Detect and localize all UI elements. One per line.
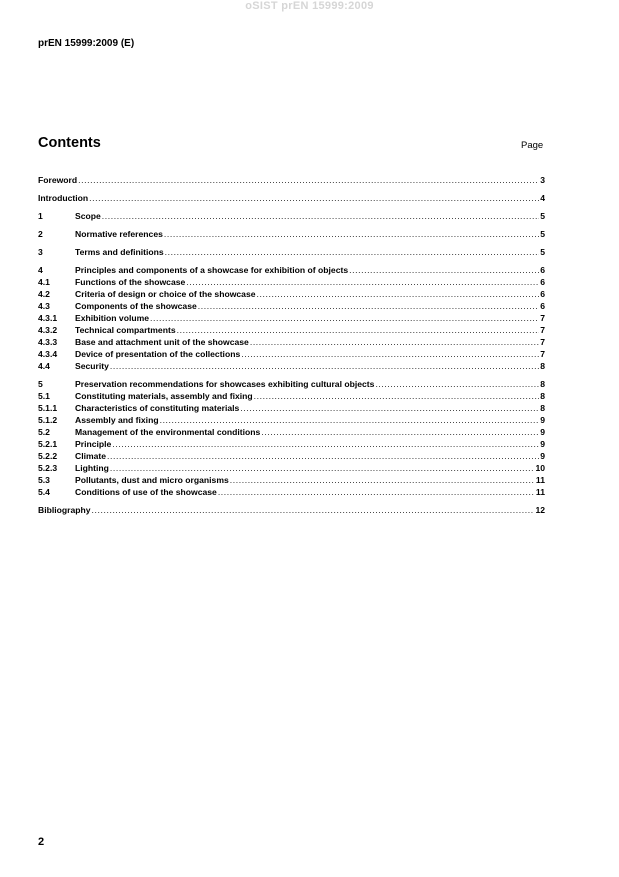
toc-entry-title: Terms and definitions: [75, 247, 164, 257]
toc-entry-number: 5.2.1: [38, 439, 58, 449]
toc-entry-page: 6: [540, 289, 545, 299]
toc-entry-number: 2: [38, 229, 43, 239]
toc-dot-leader: [250, 337, 539, 348]
toc-entry[interactable]: [38, 265, 545, 276]
toc-dot-leader: [198, 301, 539, 312]
toc-entry-page: 4: [540, 193, 545, 203]
toc-entry-title: Principles and components of a showcase for exhibition of objects: [75, 265, 349, 275]
toc-entry-title: Pollutants, dust and micro organisms: [75, 475, 229, 485]
toc-dot-leader: [257, 289, 540, 300]
toc-entry-page: 7: [540, 313, 545, 323]
toc-entry-number: 1: [38, 211, 43, 221]
toc-dot-leader: [160, 415, 540, 426]
watermark: oSIST prEN 15999:2009: [245, 0, 374, 12]
toc-dot-leader: [241, 349, 539, 360]
toc-entry-number: 3: [38, 247, 43, 257]
toc-entry-title: Preservation recommendations for showcases exhibiting cultural objects: [75, 379, 375, 389]
toc-entry-title: Device of presentation of the collections: [75, 349, 241, 359]
toc-entry-number: 5.3: [38, 475, 50, 485]
toc-entry[interactable]: [38, 175, 545, 186]
toc-entry-title: Components of the showcase: [75, 301, 197, 311]
toc-entry-page: 6: [540, 301, 545, 311]
toc-dot-leader: [218, 487, 535, 498]
toc-entry[interactable]: [38, 505, 545, 516]
toc-entry-page: 8: [540, 361, 545, 371]
toc-dot-leader: [349, 265, 539, 276]
toc-entry[interactable]: [38, 277, 545, 288]
toc-dot-leader: [102, 211, 539, 222]
toc-entry[interactable]: [38, 313, 545, 324]
toc-entry[interactable]: [38, 403, 545, 414]
toc-entry-title: Lighting: [75, 463, 109, 473]
toc-entry-number: 5.1.2: [38, 415, 58, 425]
toc-entry-title: Scope: [75, 211, 101, 221]
toc-entry-page: 5: [540, 229, 545, 239]
toc-dot-leader: [177, 325, 540, 336]
toc-dot-leader: [165, 247, 540, 258]
toc-entry-number: 5.2.3: [38, 463, 58, 473]
page-number: 2: [38, 836, 45, 848]
toc-dot-leader: [107, 451, 539, 462]
toc-dot-leader: [375, 379, 539, 390]
toc-entry[interactable]: [38, 325, 545, 336]
toc-dot-leader: [150, 313, 539, 324]
toc-entry[interactable]: [38, 379, 545, 390]
toc-entry-number: 4.3.1: [38, 313, 58, 323]
toc-entry[interactable]: [38, 229, 545, 240]
toc-entry-title: Principle: [75, 439, 112, 449]
toc-entry-page: 7: [540, 337, 545, 347]
toc-entry[interactable]: [38, 487, 545, 498]
toc-entry-title: Assembly and fixing: [75, 415, 159, 425]
toc-entry[interactable]: [38, 193, 545, 204]
toc-entry-page: 12: [535, 505, 545, 515]
toc-entry-page: 9: [540, 439, 545, 449]
toc-entry-number: 5.4: [38, 487, 50, 497]
toc-entry[interactable]: [38, 301, 545, 312]
toc-entry-page: 7: [540, 349, 545, 359]
toc-entry-page: 5: [540, 211, 545, 221]
toc-entry-title: Characteristics of constituting materials: [75, 403, 240, 413]
toc-entry-number: 5.2.2: [38, 451, 58, 461]
toc-entry[interactable]: [38, 451, 545, 462]
toc-entry-title: Foreword: [38, 175, 78, 185]
toc-entry-title: Criteria of design or choice of the showcase: [75, 289, 256, 299]
toc-entry-number: 4.3: [38, 301, 50, 311]
toc-dot-leader: [240, 403, 539, 414]
toc-entry-page: 11: [535, 475, 545, 485]
toc-entry-number: 4.2: [38, 289, 50, 299]
toc-dot-leader: [230, 475, 535, 486]
toc-entry-page: 8: [540, 403, 545, 413]
toc-dot-leader: [112, 439, 539, 450]
toc-entry-number: 4.1: [38, 277, 50, 287]
toc-entry-title: Bibliography: [38, 505, 91, 515]
toc-dot-leader: [92, 505, 535, 516]
document-id: prEN 15999:2009 (E): [38, 38, 135, 49]
toc-dot-leader: [164, 229, 539, 240]
toc-dot-leader: [261, 427, 539, 438]
toc-entry-number: 4.4: [38, 361, 50, 371]
toc-entry-page: 7: [540, 325, 545, 335]
toc-entry-page: 11: [535, 487, 545, 497]
toc-entry-page: 9: [540, 415, 545, 425]
toc-entry-page: 9: [540, 427, 545, 437]
toc-entry-page: 3: [540, 175, 545, 185]
toc-entry[interactable]: [38, 289, 545, 300]
toc-entry[interactable]: [38, 427, 545, 438]
toc-entry-title: Security: [75, 361, 109, 371]
toc-dot-leader: [186, 277, 539, 288]
toc-entry-title: Introduction: [38, 193, 89, 203]
toc-entry[interactable]: [38, 463, 545, 474]
toc-entry-page: 6: [540, 277, 545, 287]
toc-entry-title: Normative references: [75, 229, 163, 239]
toc-dot-leader: [78, 175, 539, 186]
toc-entry-title: Climate: [75, 451, 107, 461]
toc-entry[interactable]: [38, 247, 545, 258]
toc-entry-title: Management of the environmental conditions: [75, 427, 261, 437]
page-column-label: Page: [521, 140, 544, 151]
toc-entry-page: 6: [540, 265, 545, 275]
toc-entry-page: 8: [540, 379, 545, 389]
toc-entry-title: Constituting materials, assembly and fixing: [75, 391, 253, 401]
toc-entry-number: 4: [38, 265, 43, 275]
toc-entry[interactable]: [38, 211, 545, 222]
toc-entry-number: 4.3.2: [38, 325, 58, 335]
toc-entry-title: Technical compartments: [75, 325, 176, 335]
toc-dot-leader: [254, 391, 540, 402]
toc-entry[interactable]: [38, 391, 545, 402]
toc-entry-page: 8: [540, 391, 545, 401]
toc-entry-page: 10: [535, 463, 545, 473]
toc-entry-page: 9: [540, 451, 545, 461]
toc-entry[interactable]: [38, 349, 545, 360]
toc-entry[interactable]: [38, 361, 545, 372]
toc-entry-title: Exhibition volume: [75, 313, 150, 323]
toc-entry-page: 5: [540, 247, 545, 257]
toc-entry-number: 4.3.4: [38, 349, 58, 359]
toc-dot-leader: [89, 193, 539, 204]
toc-entry[interactable]: [38, 475, 545, 486]
toc-entry-title: Functions of the showcase: [75, 277, 186, 287]
toc-entry[interactable]: [38, 337, 545, 348]
toc-dot-leader: [110, 361, 539, 372]
toc-entry-number: 5.1: [38, 391, 50, 401]
toc-dot-leader: [110, 463, 535, 474]
toc-entry[interactable]: [38, 415, 545, 426]
toc-entry-title: Conditions of use of the showcase: [75, 487, 217, 497]
toc-entry[interactable]: [38, 439, 545, 450]
toc-entry-title: Base and attachment unit of the showcase: [75, 337, 249, 347]
toc-entry-number: 4.3.3: [38, 337, 58, 347]
toc-entry-number: 5.2: [38, 427, 50, 437]
toc-entry-number: 5.1.1: [38, 403, 58, 413]
toc-entry-number: 5: [38, 379, 43, 389]
contents-heading: Contents: [38, 135, 101, 151]
